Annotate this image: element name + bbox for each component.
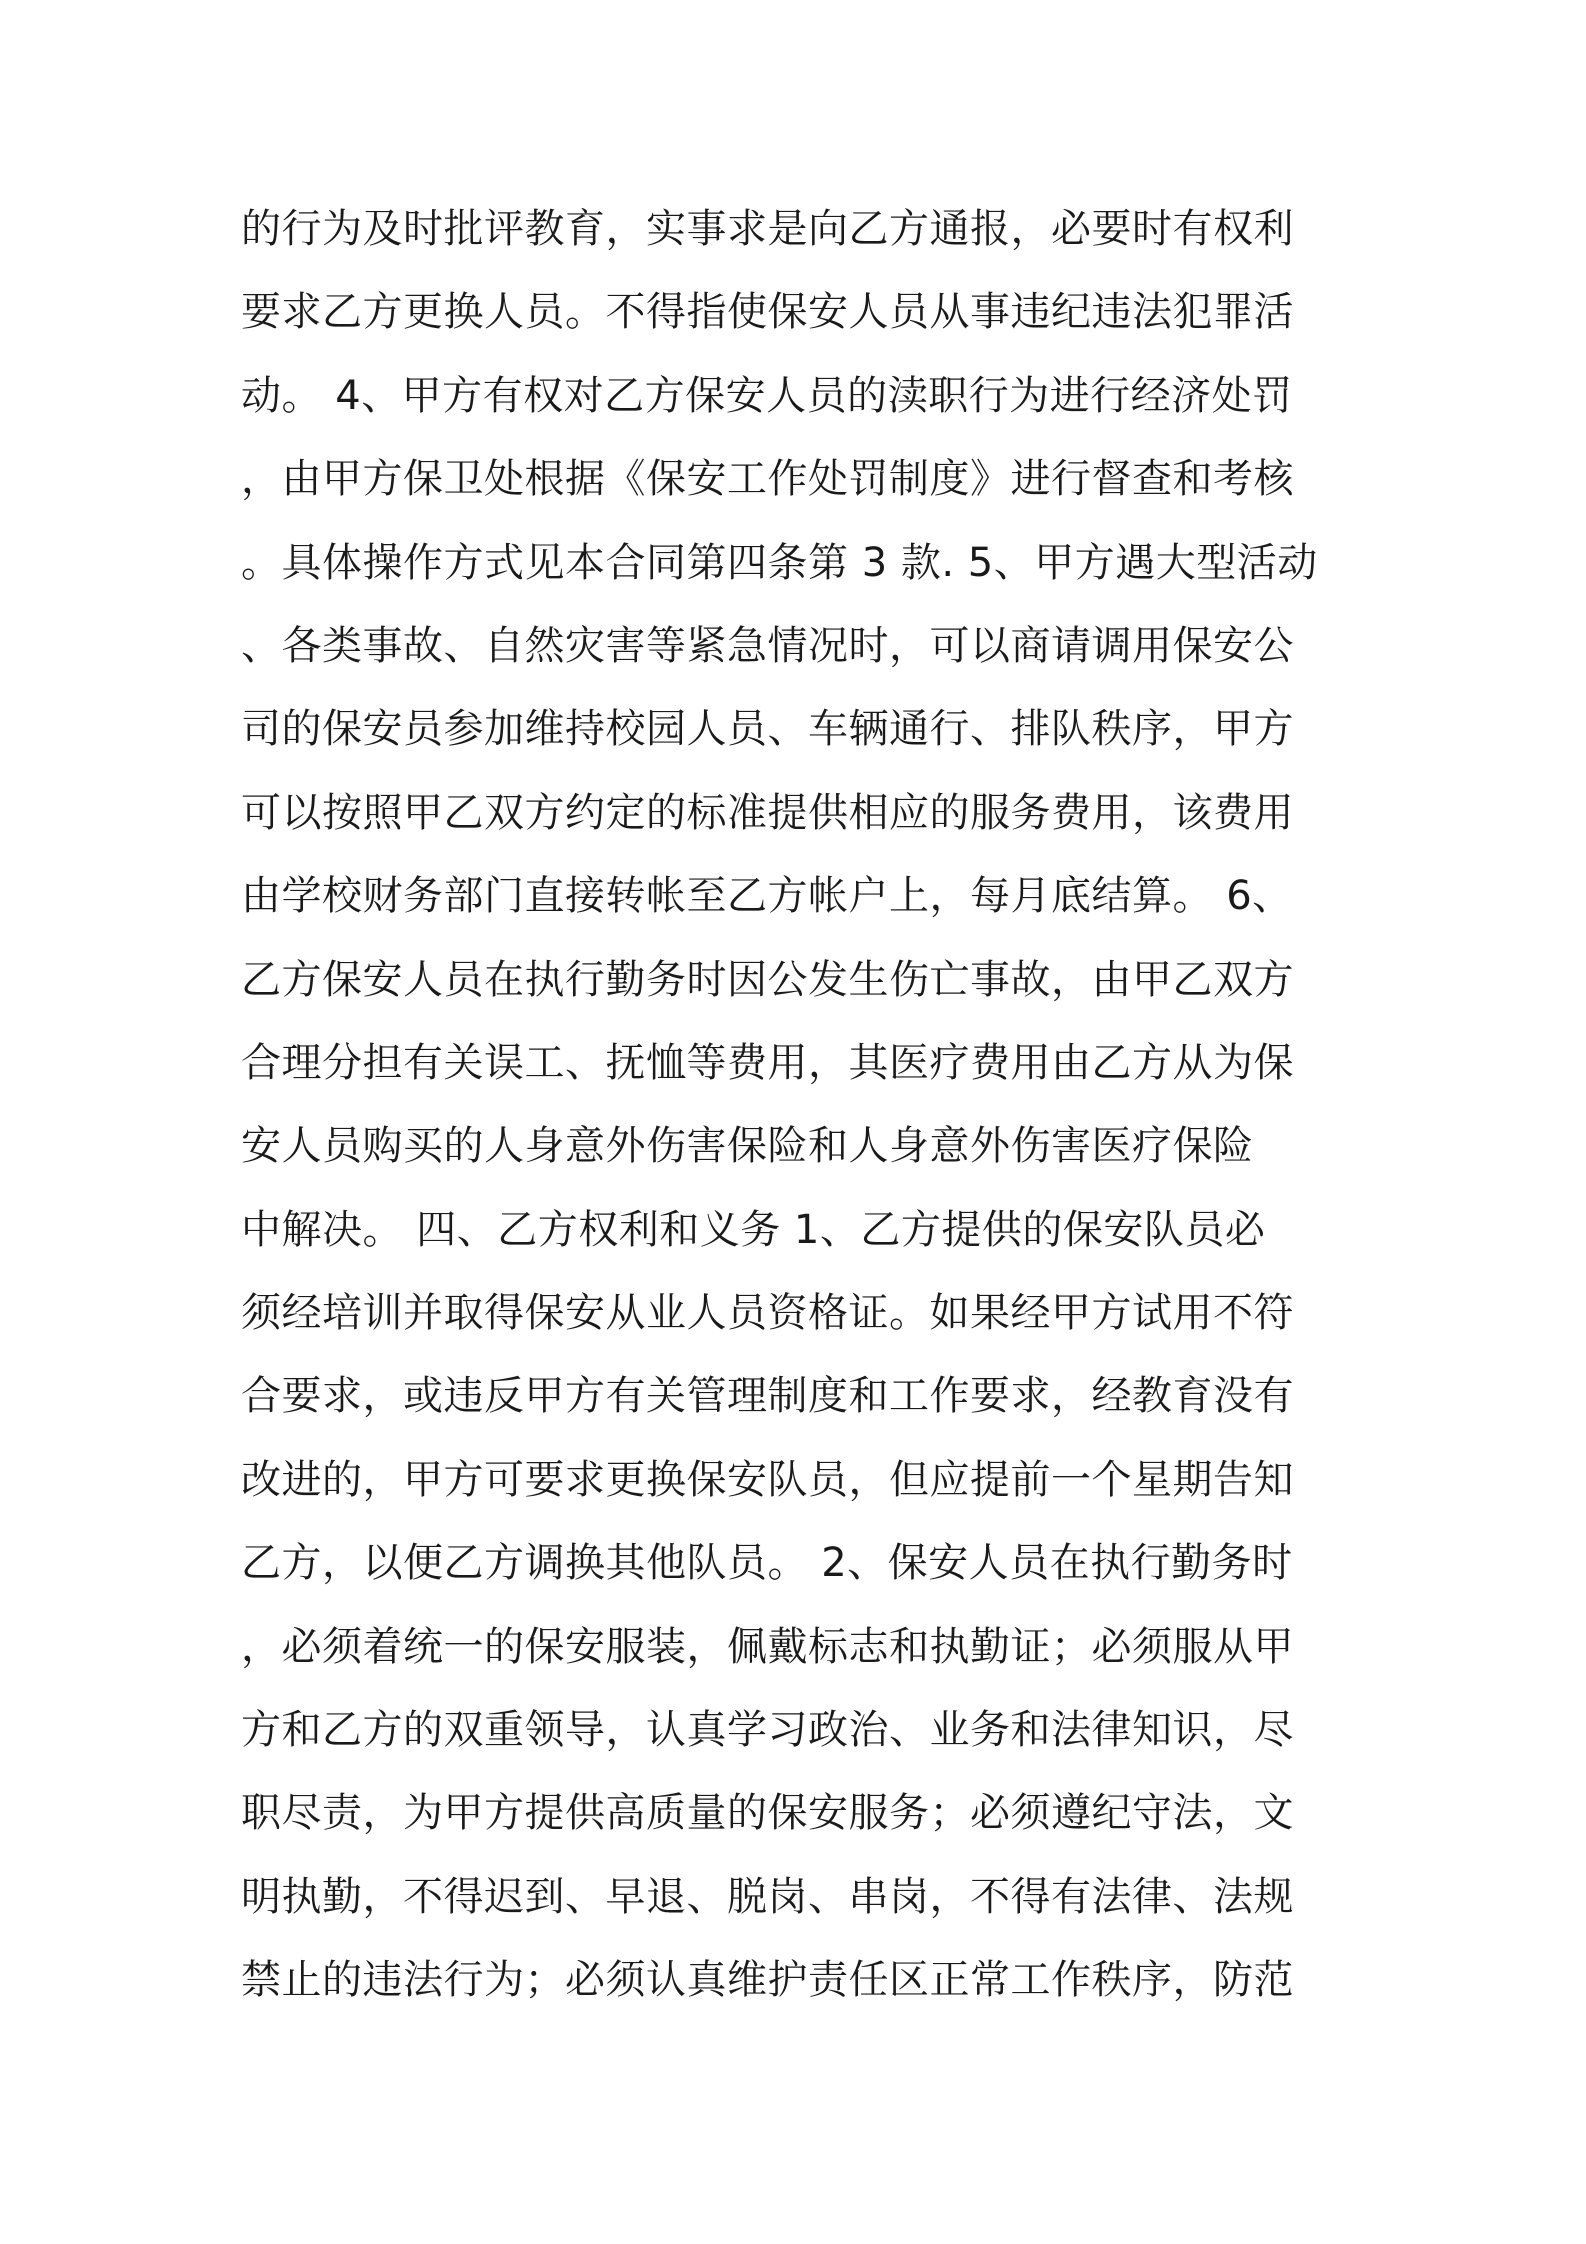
text-line: 禁止的违法行为；必须认真维护责任区正常工作秩序，防范 [241,1957,1294,2004]
text-line: 由学校财务部门直接转帐至乙方帐户上，每月底结算。 6、 [241,873,1293,920]
text-line: 明执勤，不得迟到、早退、脱岗、串岗，不得有法律、法规 [241,1873,1294,1920]
text-line: ，必须着统一的保安服装，佩戴标志和执勤证；必须服从甲 [241,1623,1294,1670]
text-line: 合要求，或违反甲方有关管理制度和工作要求，经教育没有 [241,1373,1294,1420]
text-line: 中解决。 四、乙方权利和义务 1、乙方提供的保安队员必 [241,1206,1266,1253]
text-line: 。具体操作方式见本合同第四条第 3 款. 5、甲方遇大型活动 [241,539,1318,586]
text-line: ，由甲方保卫处根据《保安工作处罚制度》进行督查和考核 [241,456,1294,503]
text-line: 动。 4、甲方有权对乙方保安人员的渎职行为进行经济处罚 [241,372,1293,419]
text-line: 可以按照甲乙双方约定的标准提供相应的服务费用，该费用 [241,789,1294,836]
text-line: 、各类事故、自然灾害等紧急情况时，可以商请调用保安公 [241,622,1294,669]
text-line: 安人员购买的人身意外伤害保险和人身意外伤害医疗保险 [241,1123,1254,1170]
text-line: 职尽责，为甲方提供高质量的保安服务；必须遵纪守法，文 [241,1790,1294,1837]
body-text [241,188,1361,2023]
text-line: 乙方保安人员在执行勤务时因公发生伤亡事故，由甲乙双方 [241,956,1294,1003]
text-line: 改进的，甲方可要求更换保安队员，但应提前一个星期告知 [241,1456,1294,1503]
text-line: 方和乙方的双重领导，认真学习政治、业务和法律知识，尽 [241,1707,1294,1754]
text-line: 须经培训并取得保安从业人员资格证。如果经甲方试用不符 [241,1290,1294,1337]
text-line: 的行为及时批评教育，实事求是向乙方通报，必要时有权利 [241,206,1294,252]
text-line: 司的保安员参加维持校园人员、车辆通行、排队秩序，甲方 [241,706,1294,753]
text-line: 乙方，以便乙方调换其他队员。 2、保安人员在执行勤务时 [241,1540,1293,1587]
text-line: 合理分担有关误工、抚恤等费用，其医疗费用由乙方从为保 [241,1039,1294,1086]
text-line: 要求乙方更换人员。不得指使保安人员从事违纪违法犯罪活 [241,289,1294,336]
